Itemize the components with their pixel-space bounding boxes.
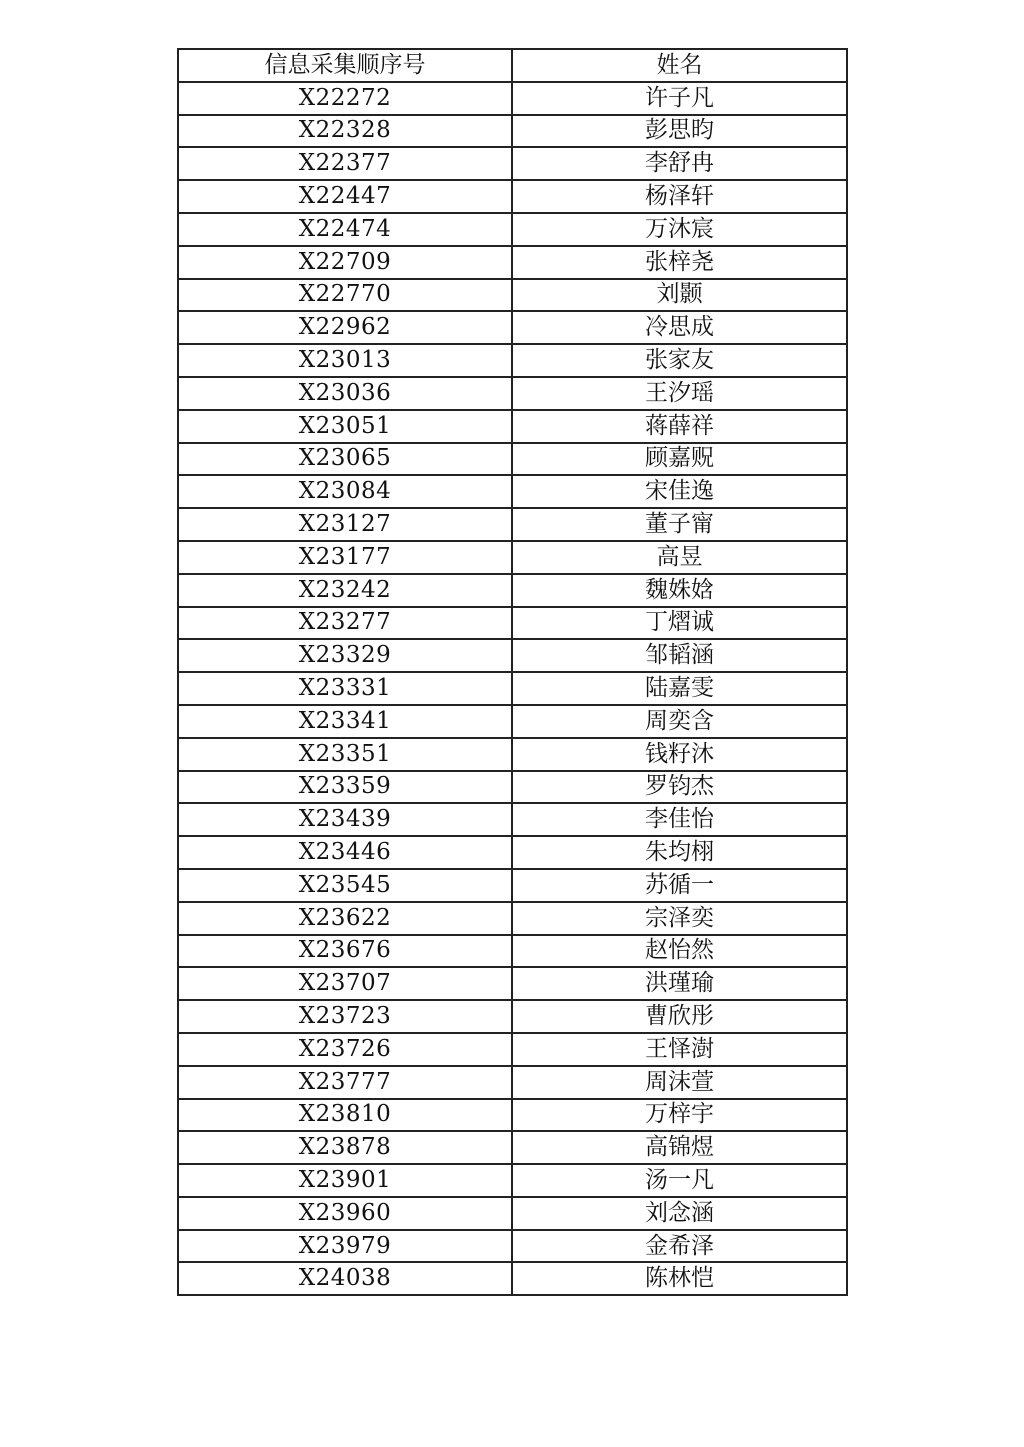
sequence-number-cell: X22328 — [178, 115, 512, 148]
name-cell: 苏循一 — [512, 869, 847, 902]
name-cell: 顾嘉贶 — [512, 443, 847, 476]
table-row — [178, 541, 847, 574]
name-cell: 杨泽轩 — [512, 180, 847, 213]
name-cell: 万沐宸 — [512, 213, 847, 246]
name-cell: 朱均栩 — [512, 836, 847, 869]
sequence-number-cell: X23777 — [178, 1066, 512, 1099]
table-row — [178, 246, 847, 279]
name-cell: 周奕含 — [512, 705, 847, 738]
table-row — [178, 738, 847, 771]
table-row — [178, 279, 847, 312]
sequence-number-cell: X23013 — [178, 344, 512, 377]
sequence-number-cell: X23351 — [178, 738, 512, 771]
name-cell: 洪瑾瑜 — [512, 967, 847, 1000]
table-row — [178, 836, 847, 869]
sequence-number-cell: X23051 — [178, 410, 512, 443]
name-cell: 王怿澍 — [512, 1033, 847, 1066]
header-name: 姓名 — [512, 49, 847, 82]
table-row — [178, 639, 847, 672]
table-row — [178, 213, 847, 246]
sequence-number-cell: X23723 — [178, 1000, 512, 1033]
sequence-number-cell: X22377 — [178, 147, 512, 180]
table-row — [178, 935, 847, 968]
sequence-number-cell: X23622 — [178, 902, 512, 935]
name-cell: 高昱 — [512, 541, 847, 574]
table-row — [178, 377, 847, 410]
name-cell: 曹欣彤 — [512, 1000, 847, 1033]
sequence-number-cell: X22962 — [178, 311, 512, 344]
roster-body — [178, 82, 847, 1295]
sequence-number-cell: X23242 — [178, 574, 512, 607]
sequence-number-cell: X23439 — [178, 803, 512, 836]
name-cell: 刘念涵 — [512, 1197, 847, 1230]
name-cell: 汤一凡 — [512, 1164, 847, 1197]
table-row — [178, 869, 847, 902]
table-row — [178, 1262, 847, 1295]
name-cell: 彭思昀 — [512, 115, 847, 148]
name-cell: 冷思成 — [512, 311, 847, 344]
header-row — [178, 49, 847, 82]
sequence-number-cell: X23331 — [178, 672, 512, 705]
table-row — [178, 967, 847, 1000]
table-row — [178, 771, 847, 804]
table-row — [178, 1033, 847, 1066]
table-row — [178, 705, 847, 738]
sequence-number-cell: X23065 — [178, 443, 512, 476]
table-row — [178, 180, 847, 213]
name-cell: 丁熠诚 — [512, 607, 847, 640]
sequence-number-cell: X23707 — [178, 967, 512, 1000]
name-cell: 邹韬涵 — [512, 639, 847, 672]
name-cell: 钱籽沐 — [512, 738, 847, 771]
table-row — [178, 1197, 847, 1230]
table-row — [178, 147, 847, 180]
sequence-number-cell: X23960 — [178, 1197, 512, 1230]
table-row — [178, 607, 847, 640]
sequence-number-cell: X23878 — [178, 1131, 512, 1164]
table-row — [178, 508, 847, 541]
sequence-number-cell: X24038 — [178, 1262, 512, 1295]
table-row — [178, 311, 847, 344]
name-cell: 高锦煜 — [512, 1131, 847, 1164]
sequence-number-cell: X22474 — [178, 213, 512, 246]
name-cell: 罗钧杰 — [512, 771, 847, 804]
sequence-number-cell: X23545 — [178, 869, 512, 902]
sequence-number-cell: X22709 — [178, 246, 512, 279]
sequence-number-cell: X23329 — [178, 639, 512, 672]
table-row — [178, 410, 847, 443]
sequence-number-cell: X23726 — [178, 1033, 512, 1066]
table-row — [178, 672, 847, 705]
sequence-number-cell: X23359 — [178, 771, 512, 804]
table-row — [178, 1164, 847, 1197]
name-cell: 魏姝娢 — [512, 574, 847, 607]
sequence-number-cell: X22272 — [178, 82, 512, 115]
table-row — [178, 344, 847, 377]
name-cell: 陈林恺 — [512, 1262, 847, 1295]
name-cell: 宗泽奕 — [512, 902, 847, 935]
sequence-number-cell: X23676 — [178, 935, 512, 968]
sequence-number-cell: X22770 — [178, 279, 512, 312]
table-row — [178, 443, 847, 476]
name-cell: 金希泽 — [512, 1230, 847, 1263]
sequence-number-cell: X23277 — [178, 607, 512, 640]
name-cell: 万梓宇 — [512, 1099, 847, 1132]
table-row — [178, 1000, 847, 1033]
table-row — [178, 115, 847, 148]
name-cell: 宋佳逸 — [512, 475, 847, 508]
name-cell: 李舒冉 — [512, 147, 847, 180]
table-row — [178, 82, 847, 115]
table-row — [178, 1131, 847, 1164]
table-row — [178, 574, 847, 607]
table-row — [178, 902, 847, 935]
name-cell: 李佳怡 — [512, 803, 847, 836]
sequence-number-cell: X23446 — [178, 836, 512, 869]
name-cell: 刘颢 — [512, 279, 847, 312]
name-cell: 张家友 — [512, 344, 847, 377]
roster-table — [177, 48, 848, 1296]
name-cell: 许子凡 — [512, 82, 847, 115]
name-cell: 张梓尧 — [512, 246, 847, 279]
sequence-number-cell: X23341 — [178, 705, 512, 738]
table-row — [178, 1066, 847, 1099]
sequence-number-cell: X23127 — [178, 508, 512, 541]
name-cell: 蒋薛祥 — [512, 410, 847, 443]
sequence-number-cell: X23177 — [178, 541, 512, 574]
name-cell: 赵怡然 — [512, 935, 847, 968]
sequence-number-cell: X23979 — [178, 1230, 512, 1263]
header-sequence-number: 信息采集顺序号 — [178, 49, 512, 82]
sequence-number-cell: X23901 — [178, 1164, 512, 1197]
sequence-number-cell: X23810 — [178, 1099, 512, 1132]
name-cell: 王汐瑶 — [512, 377, 847, 410]
table-row — [178, 803, 847, 836]
table-row — [178, 1099, 847, 1132]
name-cell: 陆嘉雯 — [512, 672, 847, 705]
sequence-number-cell: X23036 — [178, 377, 512, 410]
table-row — [178, 1230, 847, 1263]
name-cell: 董子甯 — [512, 508, 847, 541]
name-cell: 周沫萱 — [512, 1066, 847, 1099]
roster-sheet — [177, 48, 846, 1296]
table-row — [178, 475, 847, 508]
sequence-number-cell: X22447 — [178, 180, 512, 213]
sequence-number-cell: X23084 — [178, 475, 512, 508]
